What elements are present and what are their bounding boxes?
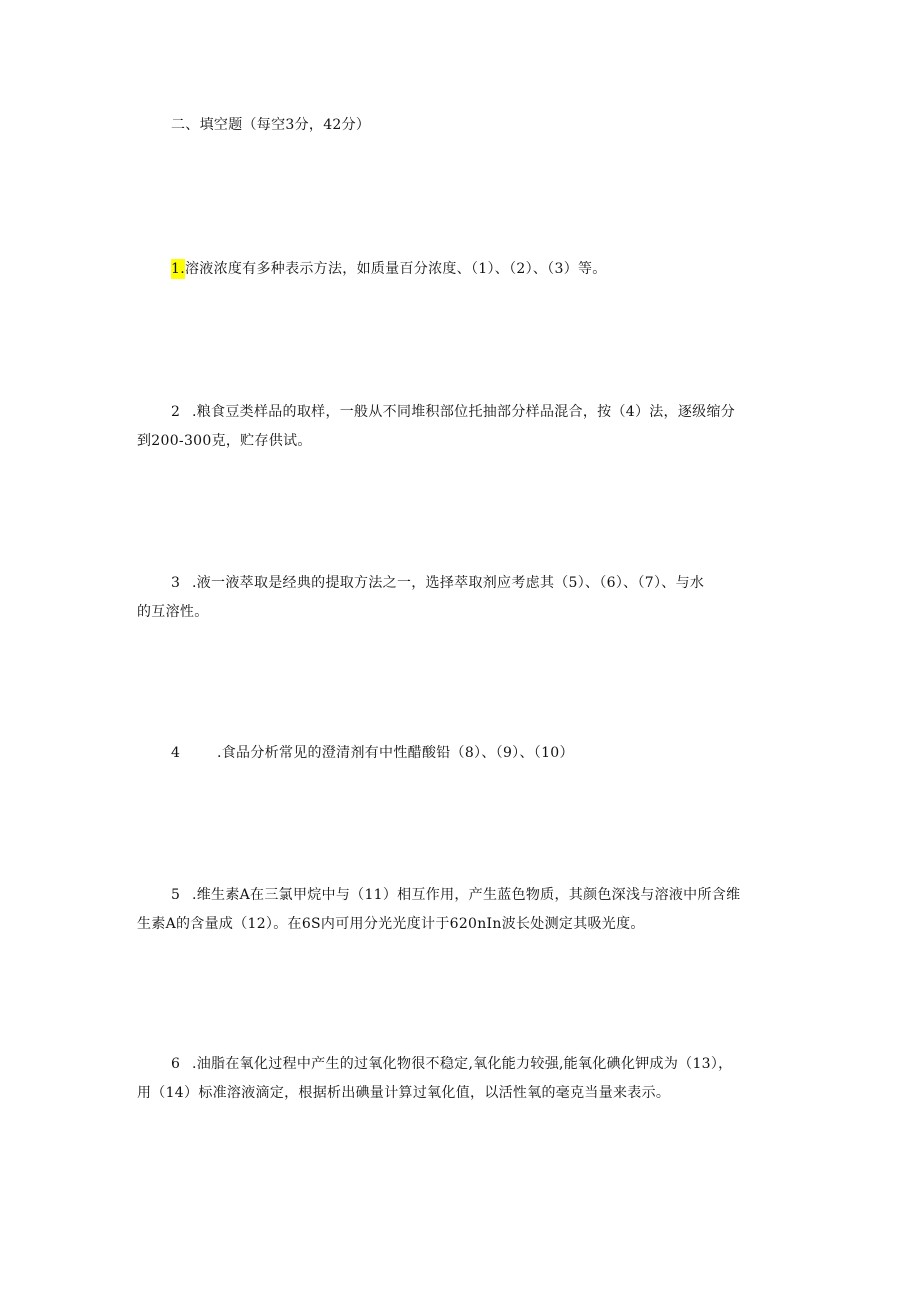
question-text: .液一液萃取是经典的提取方法之一，选择萃取剂应考虑其（5）、（6）、（7）、与水 — [192, 575, 705, 591]
question-number: 3 — [171, 575, 181, 591]
question-3 — [171, 573, 704, 593]
question-1 — [171, 259, 607, 279]
question-text: .维生素A在三氯甲烷中与（11）相互作用，产生蓝色物质，其颜色深浅与溶液中所含维 — [192, 887, 741, 903]
question-2 — [171, 402, 735, 422]
question-text: .食品分析常见的澄清剂有中性醋酸铅（8）、（9）、（10） — [217, 745, 574, 761]
question-5-continuation: 生素A的含量成（12）。在6S内可用分光光度计于620nIn波长处测定其吸光度。 — [137, 916, 645, 932]
question-number: 5 — [171, 887, 181, 903]
question-3-continuation: 的互溶性。 — [137, 604, 209, 620]
question-text: .油脂在氧化过程中产生的过氧化物很不稳定,氧化能力较强,能氧化碘化钾成为（13）， — [192, 1056, 733, 1072]
question-6 — [171, 1054, 732, 1074]
question-number: 6 — [171, 1056, 181, 1072]
question-2-continuation: 到200-300克，贮存供试。 — [137, 433, 312, 449]
question-text: 溶液浓度有多种表示方法，如质量百分浓度、（1）、（2）、（3）等。 — [184, 261, 607, 277]
question-text: .粮食豆类样品的取样，一般从不同堆积部位托抽部分样品混合，按（4）法，逐级缩分 — [192, 404, 736, 420]
question-number: 2 — [171, 404, 181, 420]
question-5 — [171, 885, 740, 905]
question-6-continuation: 用（14）标准溶液滴定，根据析出碘量计算过氧化值，以活性氧的毫克当量来表示。 — [137, 1085, 671, 1101]
question-4 — [171, 743, 574, 763]
question-number-highlighted: 1. — [171, 261, 185, 277]
question-number: 4 — [171, 745, 181, 761]
section-title: 二、填空题（每空3分，42分） — [171, 117, 371, 133]
